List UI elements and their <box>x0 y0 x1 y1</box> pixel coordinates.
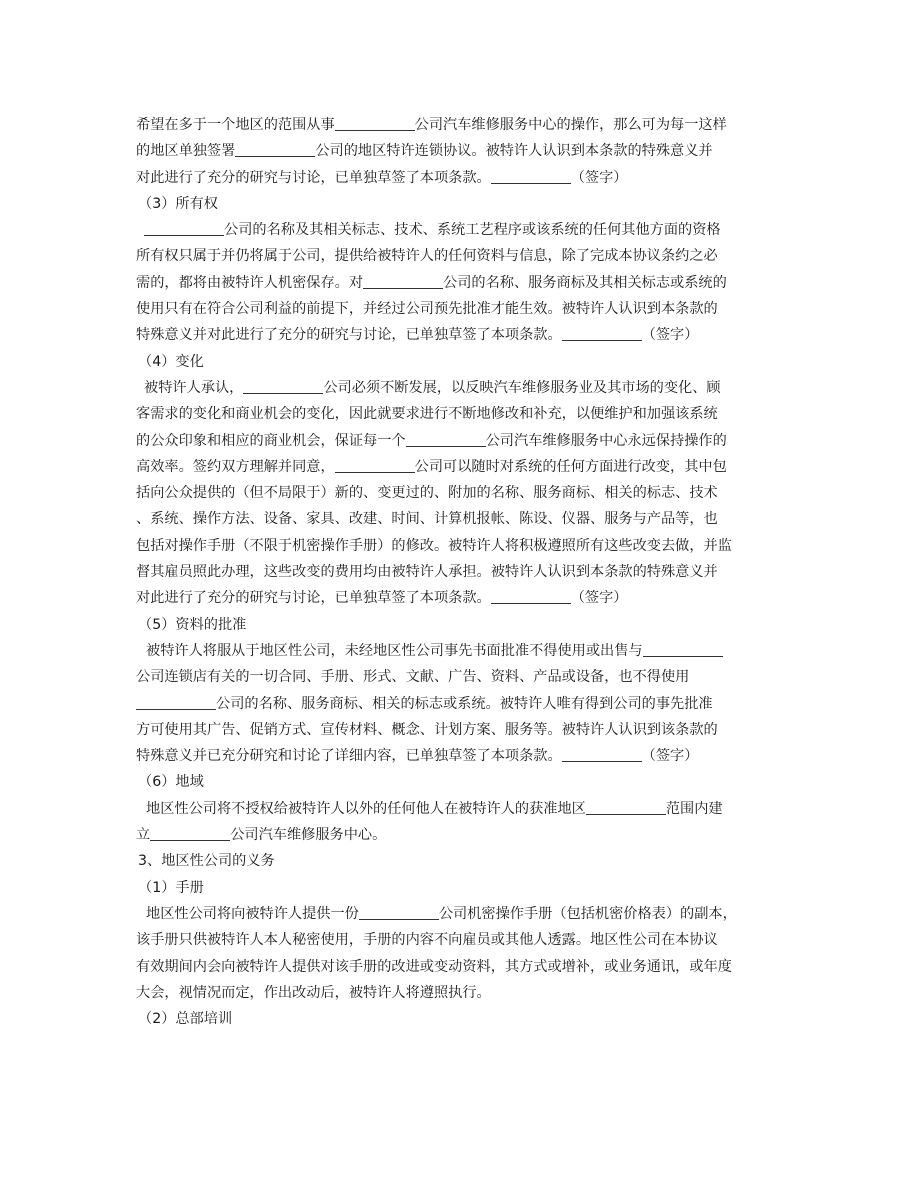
text-segment: 有效期间内会向被特许人提供对该手册的改进或变动资料，其方式或增补，或业务通讯，或年度 <box>136 958 732 975</box>
text-line <box>136 1006 788 1032</box>
text-segment: 高效率。签约双方理解并同意， <box>136 458 335 475</box>
text-segment: 公司机密操作手册（包括机密价格表）的副本， <box>438 905 737 922</box>
text-segment: （6）地域 <box>138 774 204 791</box>
text-line <box>136 191 788 217</box>
text-segment: 使用只有在符合公司利益的前提下，并经过公司预先批准才能生效。被特许人认识到本条款的 <box>136 301 718 318</box>
text-line <box>136 980 788 1006</box>
text-segment: （2）总部培训 <box>138 1011 233 1028</box>
text-line <box>136 506 788 532</box>
text-segment: 公司汽车维修服务中心的操作，那么可为每一这样 <box>414 117 727 133</box>
text-line <box>136 454 788 480</box>
text-line <box>136 691 788 717</box>
text-line <box>136 638 788 664</box>
fill-in-blank <box>643 641 723 657</box>
text-segment: 范围内建 <box>665 800 723 817</box>
text-segment: （3）所有权 <box>138 195 218 212</box>
text-segment: 包括对操作手册（不限于机密操作手册）的修改。被特许人将积极遵照所有这些改变去做，并监 <box>136 537 732 554</box>
text-line <box>136 796 788 822</box>
text-line <box>136 138 788 164</box>
text-line <box>136 322 788 348</box>
text-segment: （签字） <box>570 169 628 186</box>
fill-in-blank <box>335 115 415 131</box>
text-segment: 3、地区性公司的义务 <box>138 853 275 870</box>
text-line <box>136 428 788 454</box>
text-segment: 方可使用其广告、促销方式、宣传材料、概念、计划方案、服务等。被特许人认识到该条款的 <box>136 721 718 738</box>
text-segment: （1）手册 <box>138 879 204 896</box>
text-line <box>136 848 788 874</box>
text-line <box>136 743 788 769</box>
fill-in-blank <box>363 273 443 289</box>
text-segment: 被特许人将服从于地区性公司，未经地区性公司事先书面批准不得使用或出售与 <box>146 642 643 659</box>
text-segment: 对此进行了充分的研究与讨论，已单独草签了本项条款。 <box>136 590 491 607</box>
text-line <box>136 769 788 795</box>
text-segment: 立 <box>136 827 151 844</box>
fill-in-blank <box>586 799 666 815</box>
text-segment: 公司可以随时对系统的任何方面进行改变，其中包 <box>414 458 727 475</box>
text-segment: 地区性公司将向被特许人提供一份 <box>146 905 359 922</box>
text-segment: （签字） <box>641 327 699 344</box>
text-segment: 被特许人承认， <box>144 379 244 396</box>
text-segment: 公司的地区特许连锁协议。被特许人认识到本条款的特殊意义并 <box>315 143 713 160</box>
text-segment: 公司的名称及其相关标志、技术、系统工艺程序或该系统的任何其他方面的资格 <box>224 222 721 239</box>
document-body <box>136 112 788 1032</box>
text-segment: 、系统、操作方法、设备、家具、改建、时间、计算机报帐、陈设、仪器、服务与产品等，也 <box>136 511 718 528</box>
text-line <box>136 296 788 322</box>
text-segment: 特殊意义并对此进行了充分的研究与讨论，已单独草签了本项条款。 <box>136 327 562 344</box>
text-line <box>136 927 788 953</box>
fill-in-blank <box>235 141 315 157</box>
text-segment: 公司的名称、服务商标、相关的标志或系统。被特许人唯有得到公司的事先批准 <box>216 695 713 712</box>
text-segment: 特殊意义并已充分研究和讨论了详细内容，已单独草签了本项条款。 <box>136 748 562 765</box>
fill-in-blank <box>243 378 323 394</box>
text-line <box>136 165 788 191</box>
text-line <box>136 585 788 611</box>
fill-in-blank <box>491 168 571 184</box>
text-line <box>136 217 788 243</box>
text-line <box>136 375 788 401</box>
text-line <box>136 954 788 980</box>
text-segment: （5）资料的批准 <box>138 616 247 633</box>
text-line <box>136 349 788 375</box>
text-segment: 对此进行了充分的研究与讨论，已单独草签了本项条款。 <box>136 169 491 186</box>
text-line <box>136 901 788 927</box>
fill-in-blank <box>406 431 486 447</box>
fill-in-blank <box>562 746 642 762</box>
text-line <box>136 717 788 743</box>
text-segment: （签字） <box>641 748 699 765</box>
text-line <box>136 243 788 269</box>
fill-in-blank <box>150 825 230 841</box>
text-line <box>136 533 788 559</box>
fill-in-blank <box>335 457 415 473</box>
text-line <box>136 112 788 138</box>
text-line <box>136 480 788 506</box>
text-line <box>136 401 788 427</box>
text-segment: 公司汽车维修服务中心永远保持操作的 <box>485 432 727 449</box>
text-segment: 督其雇员照此办理，这些改变的费用均由被特许人承担。被特许人认识到本条款的特殊意义并 <box>136 564 718 581</box>
text-segment: 地区性公司将不授权给被特许人以外的任何他人在被特许人的获准地区 <box>146 800 586 817</box>
text-segment: 希望在多于一个地区的范围从事 <box>136 117 335 133</box>
fill-in-blank <box>359 904 439 920</box>
text-segment: （签字） <box>570 590 628 607</box>
text-line <box>136 559 788 585</box>
text-line <box>136 875 788 901</box>
fill-in-blank <box>144 220 224 236</box>
fill-in-blank <box>491 588 571 604</box>
text-segment: 的公众印象和相应的商业机会，保证每一个 <box>136 432 406 449</box>
text-line <box>136 270 788 296</box>
text-segment: （4）变化 <box>138 353 204 370</box>
text-line <box>136 822 788 848</box>
text-segment: 大会，视情况而定，作出改动后，被特许人将遵照执行。 <box>136 984 491 1001</box>
text-segment: 所有权只属于并仍将属于公司，提供给被特许人的任何资料与信息，除了完成本协议条约之必 <box>136 248 718 265</box>
text-segment: 该手册只供被特许人本人秘密使用，手册的内容不向雇员或其他人透露。地区性公司在本协议 <box>136 932 718 949</box>
fill-in-blank <box>136 694 216 710</box>
text-segment: 客需求的变化和商业机会的变化，因此就要求进行不断地修改和补充，以便维护和加强该系统 <box>136 406 718 423</box>
text-segment: 括向公众提供的（但不局限于）新的、变更过的、附加的名称、服务商标、相关的标志、技术 <box>136 485 718 502</box>
text-segment: 需的，都将由被特许人机密保存。对 <box>136 274 364 291</box>
text-segment: 公司连锁店有关的一切合同、手册、形式、文献、广告、资料、产品或设备，也不得使用 <box>136 669 690 686</box>
text-segment: 公司的名称、服务商标及其相关标志或系统的 <box>443 274 727 291</box>
text-line <box>136 612 788 638</box>
text-segment: 的地区单独签署 <box>136 143 236 160</box>
text-line <box>136 664 788 690</box>
text-segment: 公司汽车维修服务中心。 <box>230 827 387 844</box>
fill-in-blank <box>562 325 642 341</box>
text-segment: 公司必须不断发展，以反映汽车维修服务业及其市场的变化、顾 <box>323 379 721 396</box>
